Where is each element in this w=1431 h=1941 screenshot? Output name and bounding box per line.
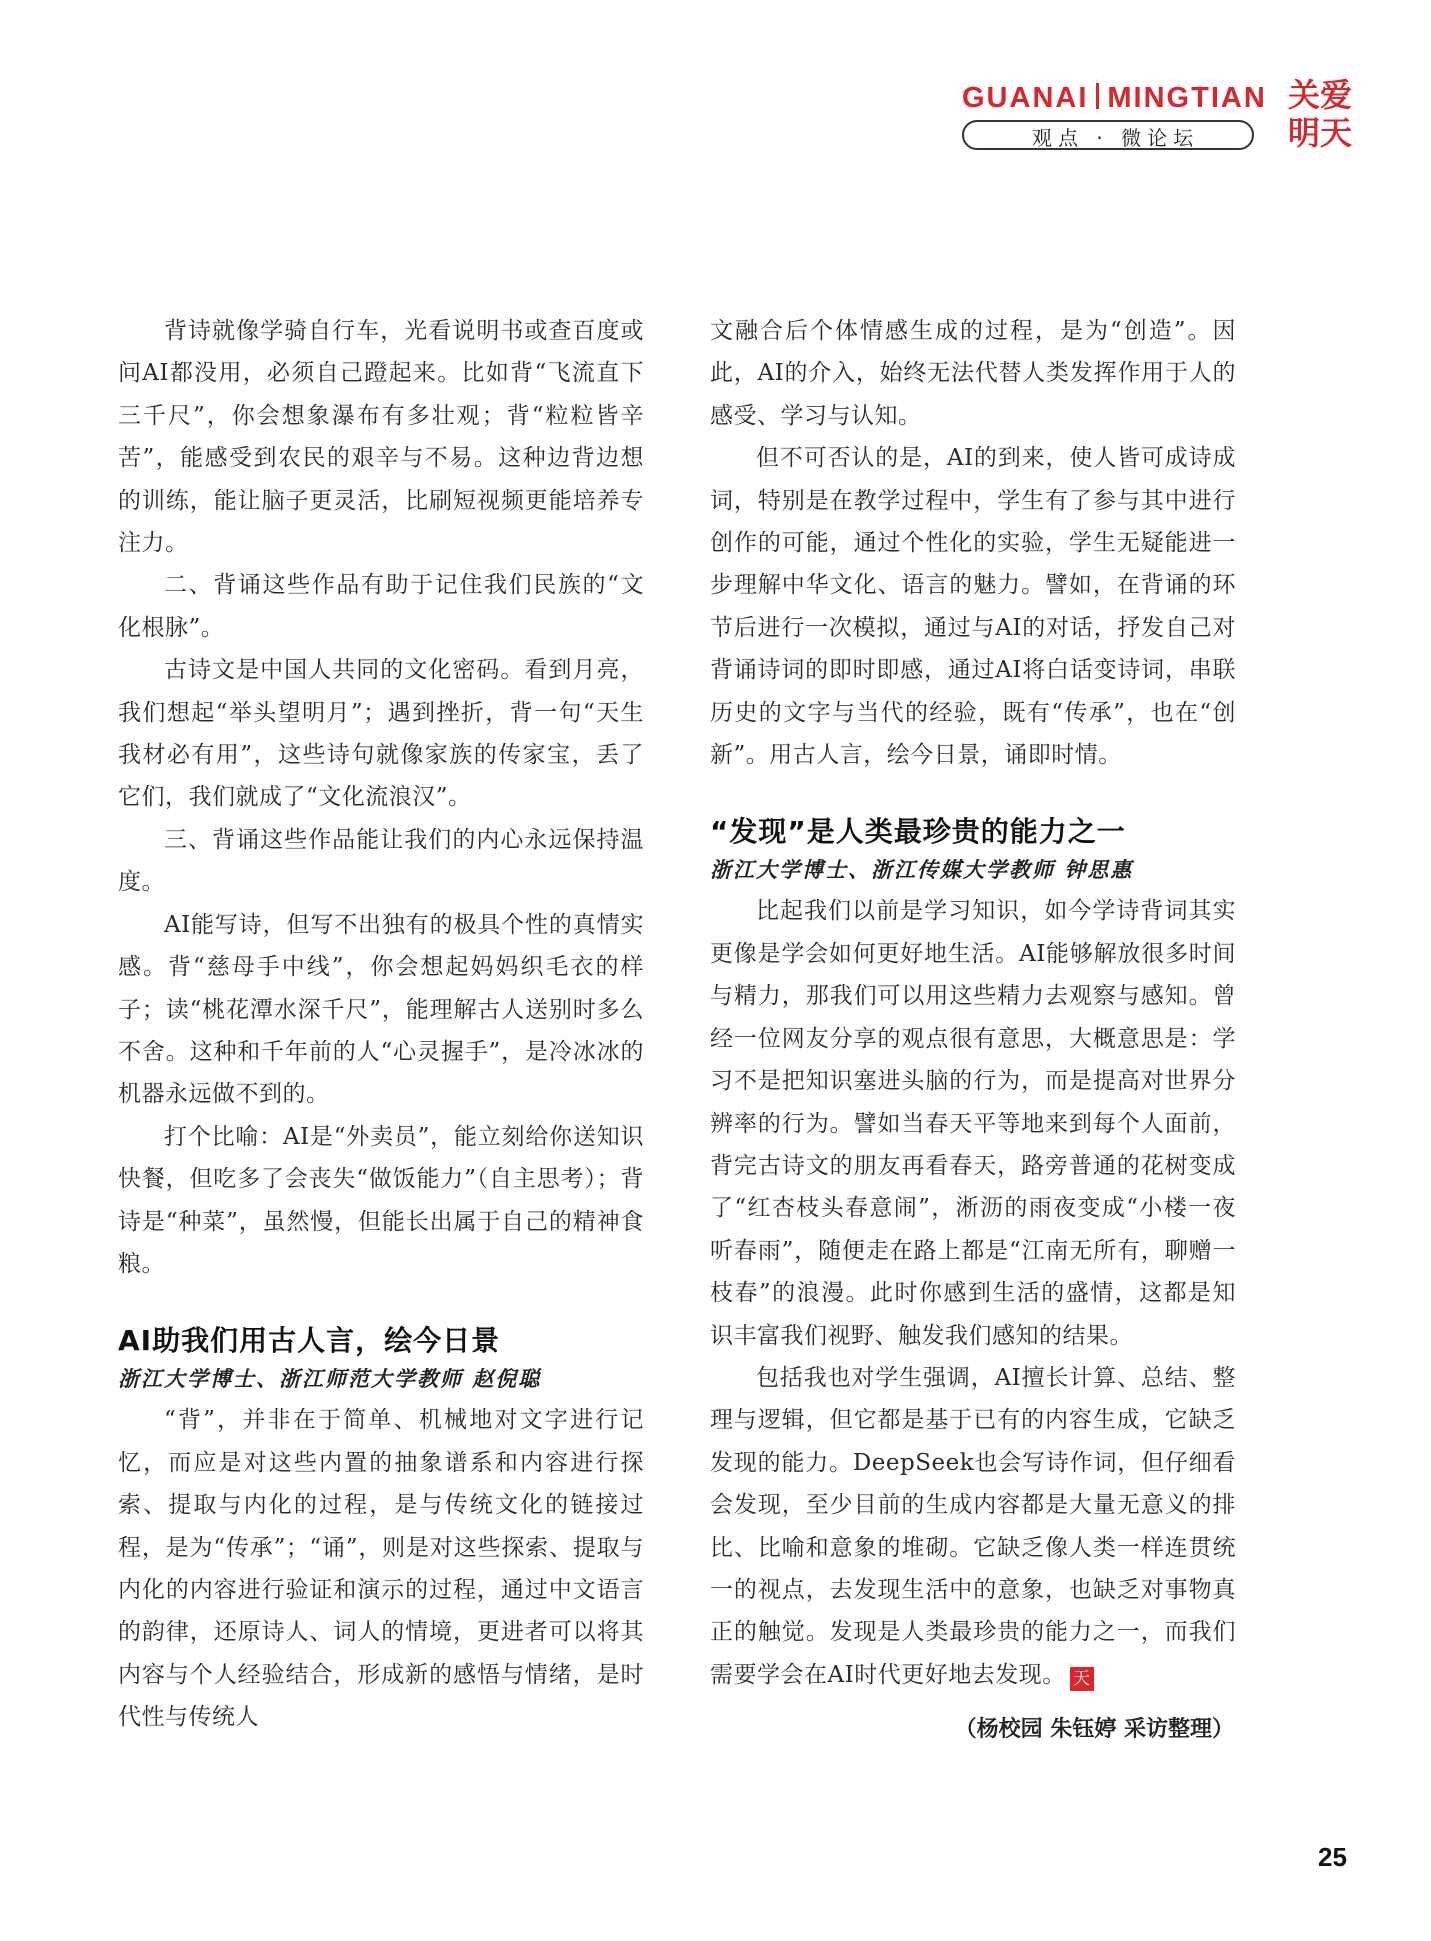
brand-divider — [1096, 83, 1099, 109]
brand-right: MINGTIAN — [1107, 82, 1267, 114]
paragraph: 但不可否认的是，AI的到来，使人皆可成诗成词，特别是在教学过程中，学生有了参与其中进行创作的可能，通过个性化的实验，学生无疑能进一步理解中华文化、语言的魅力。譬如，在背诵的环节后进行一次模拟，通过与AI的对话，抒发自己对背诵诗词的即时即感，通过AI将白话变诗词，串联历史的文字与当代的经验，既有“传承”，也在“创新”。用古人言，绘今日景，诵即时情。 — [710, 445, 1236, 769]
paragraph: 比起我们以前是学习知识，如今学诗背词其实更像是学会如何更好地生活。AI能够解放很多时间与精力，那我们可以用这些精力去观察与感知。曾经一位网友分享的观点很有意思，大概意思是：学习不是把知识塞进头脑的行为，而是提高对世界分辨率的行为。譬如当春天平等地来到每个人面前，背完古诗文的朋友再看春天，路旁普通的花树变成了“红杏枝头春意闹”，淅沥的雨夜变成“小楼一夜听春雨”，随便走在路上都是“江南无所有，聊赠一枝春”的浪漫。此时你感到生活的盛情，这都是知识丰富我们视野、触发我们感知的结果。 — [710, 898, 1236, 1349]
masthead — [962, 76, 1362, 162]
paragraph: 背诗就像学骑自行车，光看说明书或查百度或问AI都没用，必须自己蹬起来。比如背“飞流直下三千尺”，你会想象瀑布有多壮观；背“粒粒皆辛苦”，能感受到农民的艰辛与不易。这种边背边想的训练，能让脑子更灵活，比刷短视频更能培养专注力。 — [118, 318, 644, 557]
paragraph: 古诗文是中国人共同的文化密码。看到月亮，我们想起“举头望明月”；遇到挫折，背一句“天生我材必有用”，这些诗句就像家族的传家宝，丢了它们，我们就成了“文化流浪汉”。 — [118, 657, 644, 811]
page-number: 25 — [1318, 1842, 1347, 1872]
end-mark-icon: 天 — [1070, 1667, 1094, 1691]
paragraph: 三、背诵这些作品能让我们的内心永远保持温度。 — [118, 826, 644, 896]
interview-credit: （杨校园 朱钰婷 采访整理） — [954, 1717, 1234, 1743]
left-column — [118, 310, 644, 1739]
paragraph: 打个比喻：AI是“外卖员”，能立刻给你送知识快餐，但吃多了会丧失“做饭能力”（自主思考）；背诗是“种菜”，虽然慢，但能长出属于自己的精神食粮。 — [118, 1123, 644, 1277]
author-byline: 浙江大学博士、浙江传媒大学教师 钟思惠 — [710, 857, 1134, 883]
paragraph: 二、背诵这些作品有助于记住我们民族的“文化根脉”。 — [118, 572, 644, 641]
paragraph-last — [710, 1357, 1236, 1696]
paragraph: AI能写诗，但写不出独有的极具个性的真情实感。背“慈母手中线”，你会想起妈妈织毛衣的样子；读“桃花潭水深千尺”，能理解古人送别时多么不舍。这种和千年前的人“心灵握手”，是冷冰冰的机器永远做不到的。 — [118, 911, 644, 1108]
paragraph: 文融合后个体情感生成的过程，是为“创造”。因此，AI的介入，始终无法代替人类发挥作用于人的感受、学习与认知。 — [710, 318, 1236, 429]
masthead-english — [962, 82, 1267, 115]
magazine-logo: 关爱明天 — [1288, 76, 1353, 152]
brand-left: GUANAI — [962, 82, 1089, 114]
section-title: AI助我们用古人言，绘今日景 — [118, 1324, 501, 1358]
paragraph-text: 包括我也对学生强调，AI擅长计算、总结、整理与逻辑，但它都是基于已有的内容生成，它缺乏发现的能力。DeepSeek也会写诗作词，但仔细看会发现，至少目前的生成内容都是大量无意义的排比、比喻和意象的堆砌。它缺乏像人类一样连贯统一的视点，去发现生活中的意象，也缺乏对事物真正的触觉。发现是人类最珍贵的能力之一，而我们需要学会在AI时代更好地去发现。 — [710, 1364, 1236, 1688]
section-title: “发现”是人类最珍贵的能力之一 — [710, 815, 1126, 849]
paragraph: “背”，并非在于简单、机械地对文字进行记忆，而应是对这些内置的抽象谱系和内容进行探索、提取与内化的过程，是与传统文化的链接过程，是为“传承”；“诵”，则是对这些探索、提取与内化的内容进行验证和演示的过程，通过中文语言的韵律，还原诗人、词人的情境，更进者可以将其内容与个人经验结合，形成新的感悟与情绪，是时代性与传统人 — [118, 1407, 644, 1731]
right-column — [710, 310, 1236, 1743]
author-byline: 浙江大学博士、浙江师范大学教师 赵倪聪 — [118, 1366, 542, 1392]
column-name: 观点 · 微论坛 — [1032, 126, 1200, 150]
